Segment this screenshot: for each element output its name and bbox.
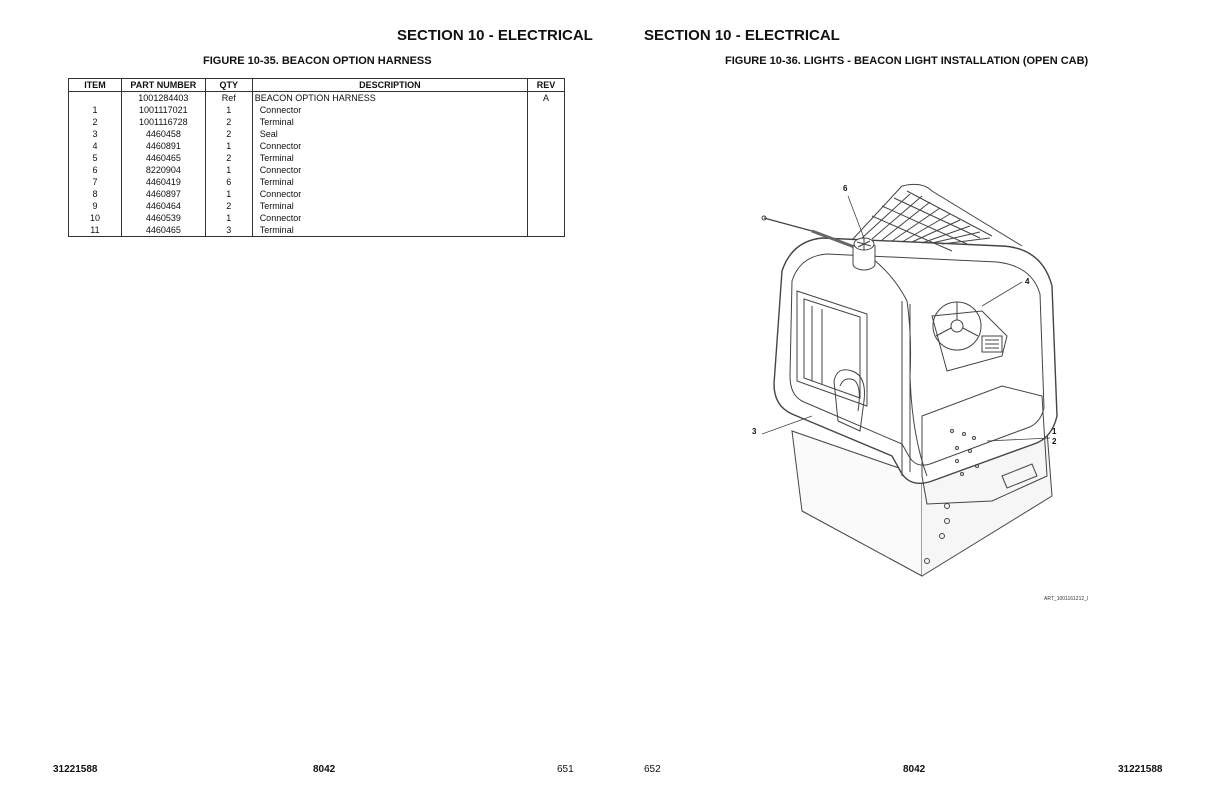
- cell-item: [69, 92, 122, 105]
- table-header-row: [69, 79, 565, 92]
- cell-rev: [528, 152, 565, 164]
- cell-item: 10: [69, 212, 122, 224]
- figure-title: FIGURE 10-35. BEACON OPTION HARNESS: [203, 55, 432, 67]
- cell-item: 9: [69, 200, 122, 212]
- cell-rev: [528, 116, 565, 128]
- cell-part-number: 4460891: [121, 140, 205, 152]
- cell-part-number: 4460539: [121, 212, 205, 224]
- callout-6: 6: [843, 184, 848, 193]
- callout-2: 2: [1052, 437, 1057, 446]
- footer-doc-number: 31221588: [1118, 764, 1163, 775]
- leader-3: [762, 416, 812, 434]
- cell-description: Terminal: [252, 176, 527, 188]
- cell-qty: 2: [205, 200, 252, 212]
- figure-title: FIGURE 10-36. LIGHTS - BEACON LIGHT INSTALLATION (OPEN CAB): [725, 55, 1089, 67]
- cell-part-number: 1001284403: [121, 92, 205, 105]
- footer-model: 8042: [313, 764, 336, 775]
- cell-rev: [528, 176, 565, 188]
- cell-description: BEACON OPTION HARNESS: [252, 92, 527, 105]
- table-row: [69, 200, 565, 212]
- header-rev: REV: [528, 79, 565, 92]
- beacon-light-installation-drawing: [752, 176, 1092, 606]
- header-item: ITEM: [69, 79, 122, 92]
- cell-qty: 1: [205, 188, 252, 200]
- cell-rev: [528, 104, 565, 116]
- table-row: [69, 212, 565, 224]
- footer-page-number: 651: [557, 764, 574, 775]
- leader-6: [848, 196, 864, 238]
- cell-description: Connector: [252, 164, 527, 176]
- cell-description: Connector: [252, 188, 527, 200]
- cell-description: Connector: [252, 212, 527, 224]
- header-description: DESCRIPTION: [252, 79, 527, 92]
- cell-item: 6: [69, 164, 122, 176]
- art-code: ART_1001161212_I: [1044, 596, 1089, 602]
- table-row: [69, 104, 565, 116]
- table-row: [69, 116, 565, 128]
- cell-qty: 1: [205, 140, 252, 152]
- cell-rev: [528, 140, 565, 152]
- section-title: SECTION 10 - ELECTRICAL: [397, 27, 593, 44]
- cell-qty: 2: [205, 116, 252, 128]
- table-row: [69, 188, 565, 200]
- cell-description: Connector: [252, 140, 527, 152]
- cell-item: 4: [69, 140, 122, 152]
- cell-rev: [528, 212, 565, 224]
- table-row: [69, 128, 565, 140]
- cell-description: Terminal: [252, 116, 527, 128]
- cell-part-number: 4460465: [121, 224, 205, 237]
- cell-part-number: 4460458: [121, 128, 205, 140]
- header-part-number: PART NUMBER: [121, 79, 205, 92]
- footer-page-number: 652: [644, 764, 661, 775]
- table-row: [69, 224, 565, 237]
- cell-description: Terminal: [252, 152, 527, 164]
- cell-part-number: 4460897: [121, 188, 205, 200]
- table-row: [69, 164, 565, 176]
- table-row: [69, 92, 565, 105]
- cell-rev: [528, 188, 565, 200]
- cell-description: Connector: [252, 104, 527, 116]
- cell-rev: A: [528, 92, 565, 105]
- right-page: [612, 0, 1224, 792]
- cell-part-number: 1001116728: [121, 116, 205, 128]
- cell-description: Terminal: [252, 200, 527, 212]
- cell-part-number: 1001117021: [121, 104, 205, 116]
- cell-part-number: 4460419: [121, 176, 205, 188]
- cell-item: 5: [69, 152, 122, 164]
- cell-part-number: 4460464: [121, 200, 205, 212]
- cell-item: 8: [69, 188, 122, 200]
- cell-qty: 2: [205, 152, 252, 164]
- cell-qty: 3: [205, 224, 252, 237]
- header-qty: QTY: [205, 79, 252, 92]
- table-row: [69, 152, 565, 164]
- callout-3: 3: [752, 427, 757, 436]
- footer-doc-number: 31221588: [53, 764, 98, 775]
- footer-model: 8042: [903, 764, 926, 775]
- cell-qty: 1: [205, 164, 252, 176]
- cell-item: 7: [69, 176, 122, 188]
- cell-qty: 2: [205, 128, 252, 140]
- cell-qty: 6: [205, 176, 252, 188]
- cell-item: 2: [69, 116, 122, 128]
- cell-part-number: 8220904: [121, 164, 205, 176]
- cell-rev: [528, 164, 565, 176]
- parts-table: [68, 78, 565, 237]
- table-row: [69, 140, 565, 152]
- cell-qty: Ref: [205, 92, 252, 105]
- cell-item: 3: [69, 128, 122, 140]
- cell-item: 1: [69, 104, 122, 116]
- cell-item: 11: [69, 224, 122, 237]
- callout-4: 4: [1025, 277, 1030, 286]
- section-title: SECTION 10 - ELECTRICAL: [644, 27, 840, 44]
- roof-grille: [852, 184, 1022, 246]
- cell-rev: [528, 224, 565, 237]
- callout-1: 1: [1052, 427, 1057, 436]
- cell-qty: 1: [205, 212, 252, 224]
- cell-qty: 1: [205, 104, 252, 116]
- cell-part-number: 4460465: [121, 152, 205, 164]
- cell-description: Seal: [252, 128, 527, 140]
- cell-description: Terminal: [252, 224, 527, 237]
- cell-rev: [528, 128, 565, 140]
- table-row: [69, 176, 565, 188]
- cell-rev: [528, 200, 565, 212]
